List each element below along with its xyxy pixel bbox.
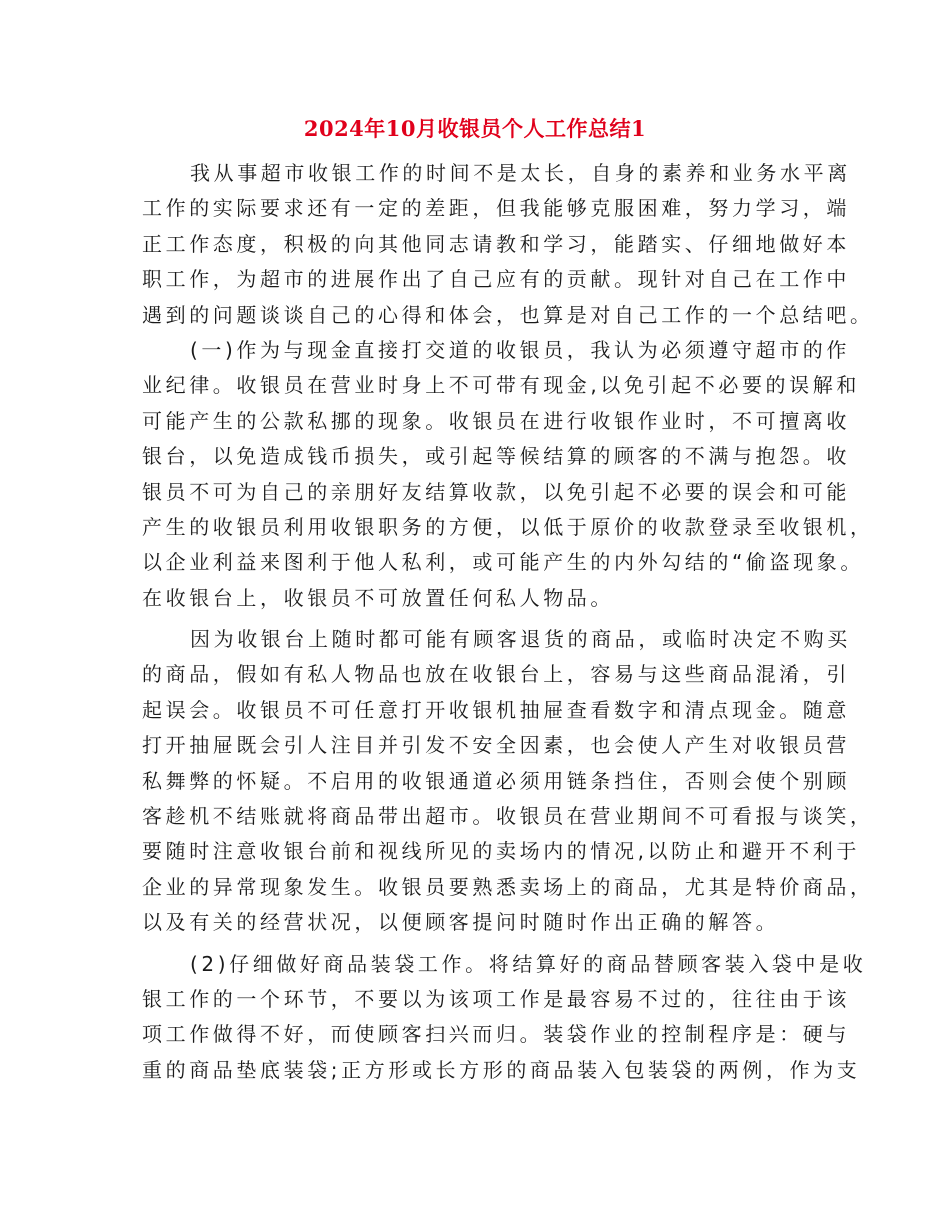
paragraph-3: [142, 622, 874, 941]
paragraph-line: 正工作态度，积极的向其他同志请教和学习，能踏实、仔细地做好本: [142, 231, 850, 256]
paragraph-line: 客趁机不结账就将商品带出超市。收银员在营业期间不可看报与谈笑，: [142, 804, 874, 829]
paragraph-4: [142, 947, 867, 1089]
paragraph-line: 遇到的问题谈谈自己的心得和体会，也算是对自己工作的一个总结吧。: [142, 302, 874, 327]
paragraph-line: 在收银台上，收银员不可放置任何私人物品。: [142, 585, 614, 610]
paragraph-line: 银员不可为自己的亲朋好友结算收款，以免引起不必要的误会和可能: [142, 479, 850, 504]
paragraph-line: 银工作的一个环节，不要以为该项工作是最容易不过的，往往由于该: [142, 986, 850, 1011]
paragraph-line: 重的商品垫底装袋;正方形或长方形的商品装入包装袋的两例，作为支: [142, 1057, 861, 1082]
paragraph-line: 我从事超市收银工作的时间不是太长，自身的素养和业务水平离: [190, 161, 851, 185]
paragraph-line: 因为收银台上随时都可能有顾客退货的商品，或临时决定不购买: [190, 627, 851, 652]
paragraph-line: 企业的异常现象发生。收银员要熟悉卖场上的商品，尤其是特价商品，: [142, 874, 874, 899]
paragraph-line: 的商品，假如有私人物品也放在收银台上，容易与这些商品混淆，引: [142, 662, 850, 687]
paragraph-line: 银台，以免造成钱币损失，或引起等候结算的顾客的不满与抱怨。收: [142, 444, 850, 469]
paragraph-line: 私舞弊的怀疑。不启用的收银通道必须用链条挡住，否则会使个别顾: [142, 768, 850, 793]
paragraph-line: 要随时注意收银台前和视线所见的卖场内的情况,以防止和避开不利于: [142, 839, 860, 864]
paragraph-1: [142, 156, 874, 333]
paragraph-line: 可能产生的公款私挪的现象。收银员在进行收银作业时，不可擅离收: [142, 408, 850, 433]
document-title: 2024年10月收银员个人工作总结1: [303, 116, 647, 141]
paragraph-line: 以企业利益来图利于他人私利，或可能产生的内外勾结的“偷盗现象。: [142, 550, 864, 575]
paragraph-line: 项工作做得不好，而使顾客扫兴而归。装袋作业的控制程序是：硬与: [142, 1022, 850, 1047]
paragraph-line: 以及有关的经营状况，以便顾客提问时随时作出正确的解答。: [142, 910, 780, 935]
paragraph-line: (2)仔细做好商品装袋工作。将结算好的商品替顾客装入袋中是收: [190, 951, 867, 976]
paragraph-2: [142, 333, 874, 616]
paragraph-line: 产生的收银员利用收银职务的方便，以低于原价的收款登录至收银机，: [142, 514, 874, 539]
document-body: [142, 156, 874, 1088]
paragraph-line: 业纪律。收银员在营业时身上不可带有现金,以免引起不必要的误解和: [142, 373, 860, 398]
paragraph-line: 职工作，为超市的进展作出了自己应有的贡献。现针对自己在工作中: [142, 267, 850, 292]
paragraph-line: 起误会。收银员不可任意打开收银机抽屉查看数字和清点现金。随意: [142, 697, 850, 722]
paragraph-line: 打开抽屉既会引人注目并引发不安全因素，也会使人产生对收银员营: [142, 733, 850, 758]
paragraph-line: (一)作为与现金直接打交道的收银员，我认为必须遵守超市的作: [190, 337, 851, 362]
paragraph-line: 工作的实际要求还有一定的差距，但我能够克服困难，努力学习，端: [142, 196, 850, 221]
